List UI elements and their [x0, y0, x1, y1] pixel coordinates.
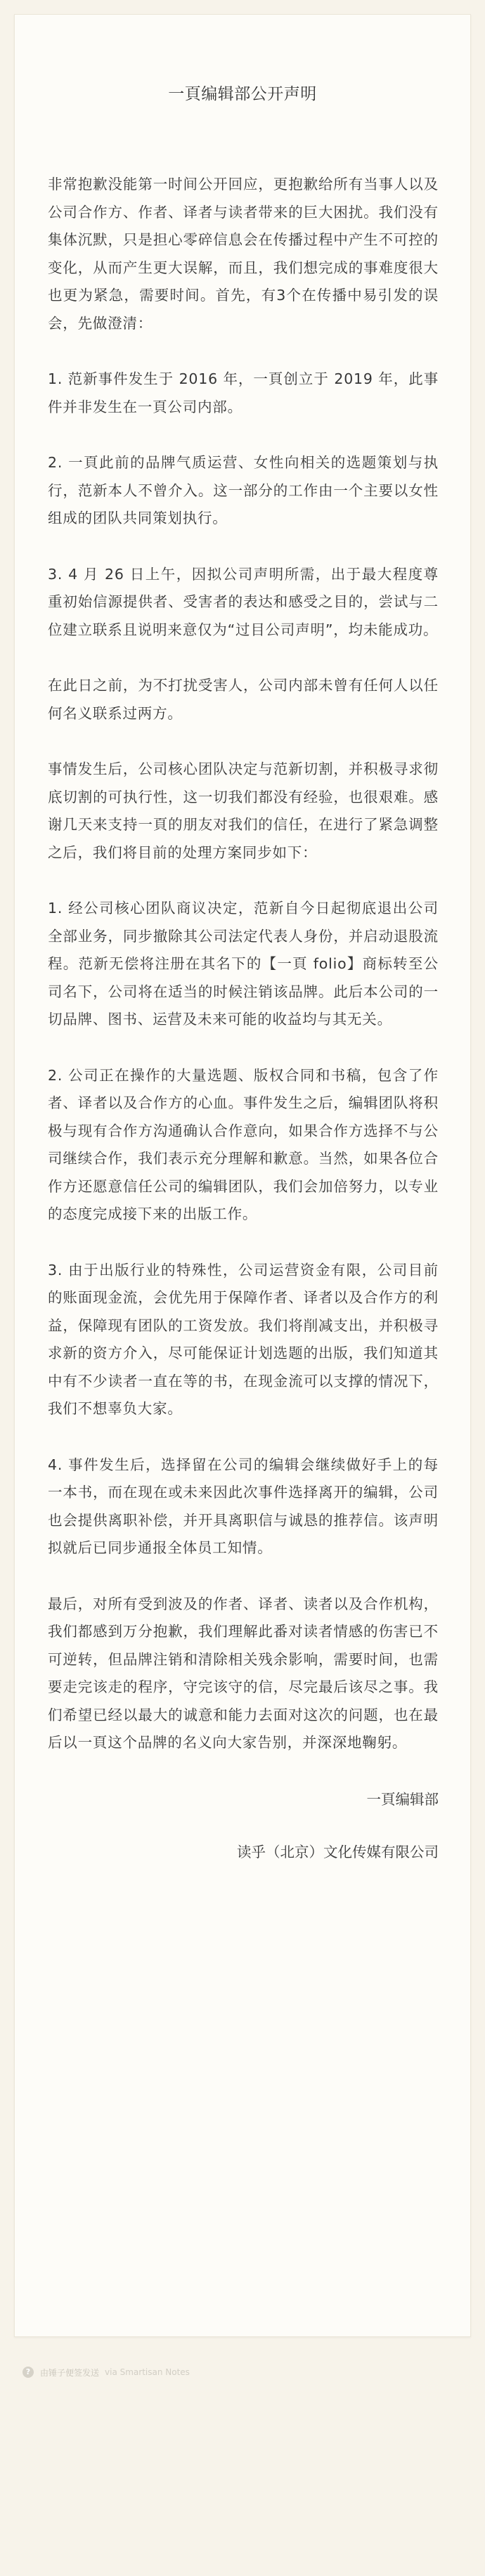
footer-via: via Smartisan Notes — [105, 2367, 190, 2377]
paragraph-measure-2: 2. 公司正在操作的大量选题、版权合同和书稿，包含了作者、译者以及合作方的心血。事件发生之后，编辑团队将积极与现有合作方沟通确认合作意向，如果合作方选择不与公司继续合作，我们表示充分理解和歉意。当然，如果各位合作方还愿意信任公司的编辑团队，我们会加倍努力，以专业的态度完成接下来的出版工作。 — [48, 1066, 439, 1222]
note-card — [14, 14, 471, 2337]
paragraph-clarification-2: 2. 一頁此前的品牌气质运营、女性向相关的选题策划与执行，范新本人不曾介入。这一部分的工作由一个主要以女性组成的团队共同策划执行。 — [48, 454, 439, 526]
paragraph-measure-4: 4. 事件发生后，选择留在公司的编辑会继续做好手上的每一本书，而在现在或未来因此次事件选择离开的编辑，公司也会提供离职补偿，并开具离职信与诚恳的推荐信。该声明拟就后已同步通报全体员工知情。 — [48, 1456, 439, 1556]
paragraph-no-contact: 在此日之前，为不打扰受害人，公司内部未曾有任何人以任何名义联系过两方。 — [48, 677, 439, 722]
paragraph-decision: 事情发生后，公司核心团队决定与范新切割，并积极寻求彻底切割的可执行性，这一切我们都没有经验，也很艰难。感谢几天来支持一頁的朋友对我们的信任，在进行了紧急调整之后，我们将目前的处理方案同步如下： — [48, 760, 439, 861]
paragraph-measure-3: 3. 由于出版行业的特殊性，公司运营资金有限，公司目前的账面现金流，会优先用于保障作者、译者以及合作方的利益，保障现有团队的工资发放。我们将削减支出，并积极寻求新的资方介入，尽可能保证计划选题的出版，我们知道其中有不少读者一直在等的书，在现金流可以支撑的情况下，我们不想辜负大家。 — [48, 1261, 439, 1417]
paragraph-intro: 非常抱歉没能第一时间公开回应，更抱歉给所有当事人以及公司合作方、作者、译者与读者带来的巨大困扰。我们没有集体沉默，只是担心零碎信息会在传播过程中产生不可控的变化，从而产生更大误解，而且，我们想完成的事难度很大也更为紧急，需要时间。首先，有3个在传播中易引发的误会，先做澄清： — [48, 176, 439, 332]
signature-block — [48, 1785, 439, 1866]
footer-credit: 由锤子便签发送 — [40, 2367, 100, 2378]
paragraph-measure-1: 1. 经公司核心团队商议决定，范新自今日起彻底退出公司全部业务，同步撤除其公司法定代表人身份，并启动退股流程。范新无偿将注册在其名下的【一頁 folio】商标转至公司名下，公司将在适当的时候注销该品牌。此后本公司的一切品牌、图书、运营及未来可能的收益均与其无关。 — [48, 900, 439, 1028]
paragraph-clarification-3: 3. 4 月 26 日上午，因拟公司声明所需，出于最大程度尊重初始信源提供者、受害者的表达和感受之目的，尝试与二位建立联系且说明来意仅为“过目公司声明”，均未能成功。 — [48, 565, 439, 638]
question-circle-icon[interactable]: ? — [22, 2367, 34, 2378]
paragraph-clarification-1: 1. 范新事件发生于 2016 年，一頁创立于 2019 年，此事件并非发生在一頁公司内部。 — [48, 370, 439, 415]
footer — [22, 2362, 190, 2383]
statement-body — [48, 171, 439, 1866]
page-title: 一頁编辑部公开声明 — [168, 85, 317, 103]
signature-editorial: 一頁编辑部 — [366, 1790, 439, 1808]
paragraph-closing: 最后，对所有受到波及的作者、译者、读者以及合作机构，我们都感到万分抱歉，我们理解此番对读者情感的伤害已不可逆转，但品牌注销和清除相关残余影响，需要时间，也需要走完该走的程序，守完该守的信，尽完最后该尽之事。我们希望已经以最大的诚意和能力去面对这次的问题，也在最后以一頁这个品牌的名义向大家告别，并深深地鞠躬。 — [48, 1595, 439, 1751]
signature-company: 读乎（北京）文化传媒有限公司 — [237, 1843, 439, 1860]
